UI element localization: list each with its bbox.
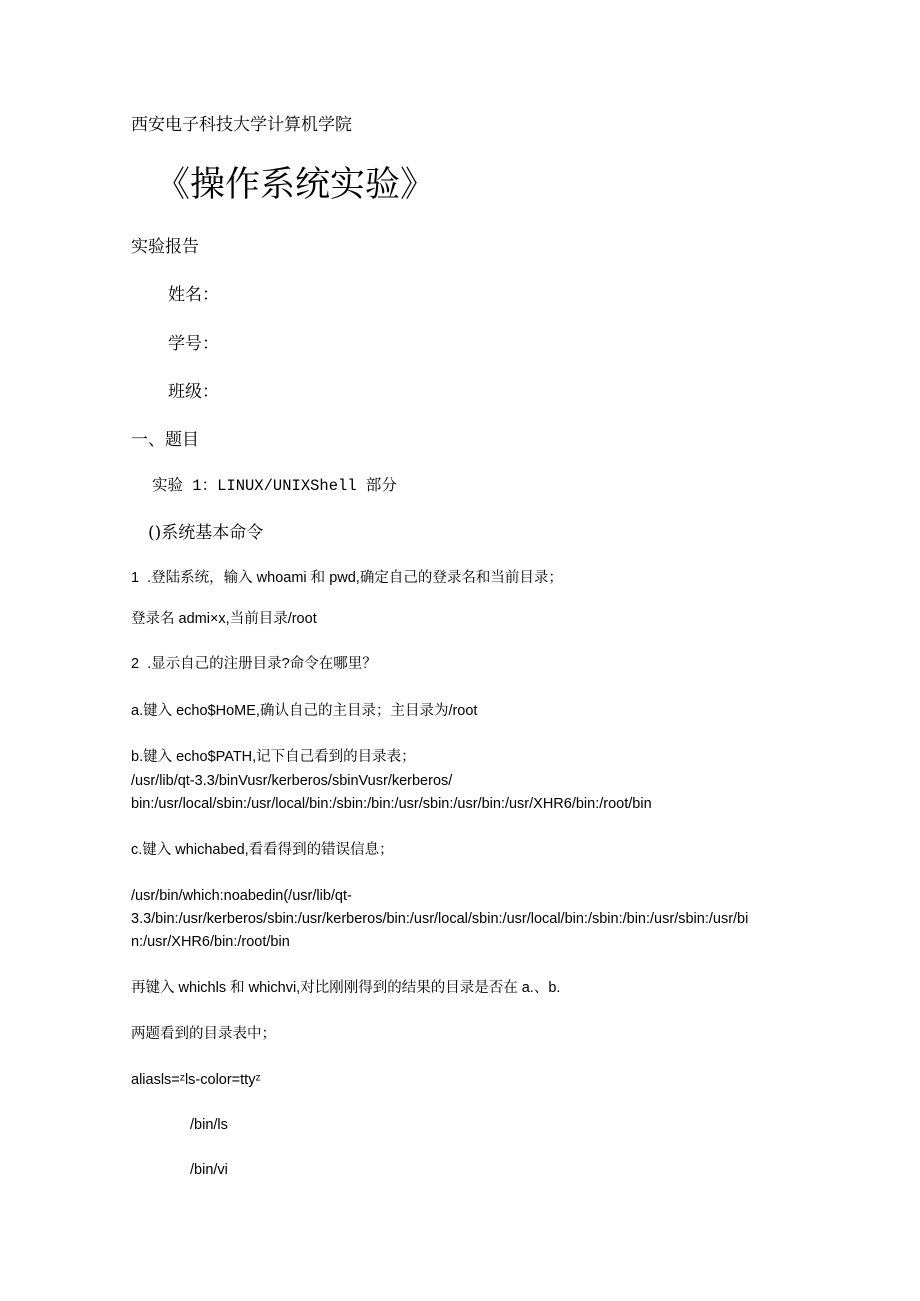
name-field-label: 姓名：	[168, 285, 219, 305]
question-2c-prompt: c.键入 whichabed,看看得到的错误信息；	[131, 842, 394, 858]
question-2-prompt: 2 .显示自己的注册目录?命令在哪里？	[131, 656, 377, 672]
section-heading: 一、题目	[131, 430, 199, 450]
followup-text: 再键入 whichls 和 whichvi,对比刚刚得到的结果的目录是否在 a.、b.	[131, 980, 561, 996]
course-title: 《操作系统实验》	[155, 165, 436, 205]
question-1-prompt: 1 .登陆系统，输入 whoami 和 pwd,确定自己的登录名和当前目录；	[131, 570, 563, 586]
question-1-answer: 登录名 admi×x,当前目录/root	[131, 611, 317, 627]
which-result-vi: /bin/vi	[190, 1162, 228, 1178]
institution-name: 西安电子科技大学计算机学院	[131, 115, 352, 135]
path-output-line: /usr/lib/qt-3.3/binVusr/kerberos/sbinVusr/kerberos/	[131, 773, 453, 789]
which-result-alias: aliasls=ᶻls-color=ttyᶻ	[131, 1072, 261, 1088]
question-2a-text: a.键入 echo$HoME,确认自己的主目录；主目录为/root	[131, 703, 478, 719]
subsection-title: ()系统基本命令	[148, 523, 264, 543]
which-result-ls: /bin/ls	[190, 1117, 228, 1133]
student-id-field-label: 学号：	[168, 334, 219, 354]
question-2b-prompt: b.键入 echo$PATH,记下自己看到的目录表；	[131, 749, 416, 765]
path-output-line: bin:/usr/local/sbin:/usr/local/bin:/sbin:/bin:/usr/sbin:/usr/bin:/usr/XHR6/bin:/root/bin	[131, 796, 652, 812]
which-error-output-line: 3.3/bin:/usr/kerberos/sbin:/usr/kerberos/bin:/usr/local/sbin:/usr/local/bin:/sbin:/bin:/usr/sbin:/usr/bi	[131, 911, 749, 927]
which-error-output-line: /usr/bin/which:noabedin(/usr/lib/qt-	[131, 888, 352, 904]
which-error-output-line: n:/usr/XHR6/bin:/root/bin	[131, 934, 290, 950]
report-label: 实验报告	[131, 237, 199, 257]
followup-text: 两题看到的目录表中；	[131, 1026, 276, 1042]
experiment-title: 实验 1：LINUX/UNIXShell 部分	[152, 477, 397, 495]
class-field-label: 班级：	[168, 382, 219, 402]
